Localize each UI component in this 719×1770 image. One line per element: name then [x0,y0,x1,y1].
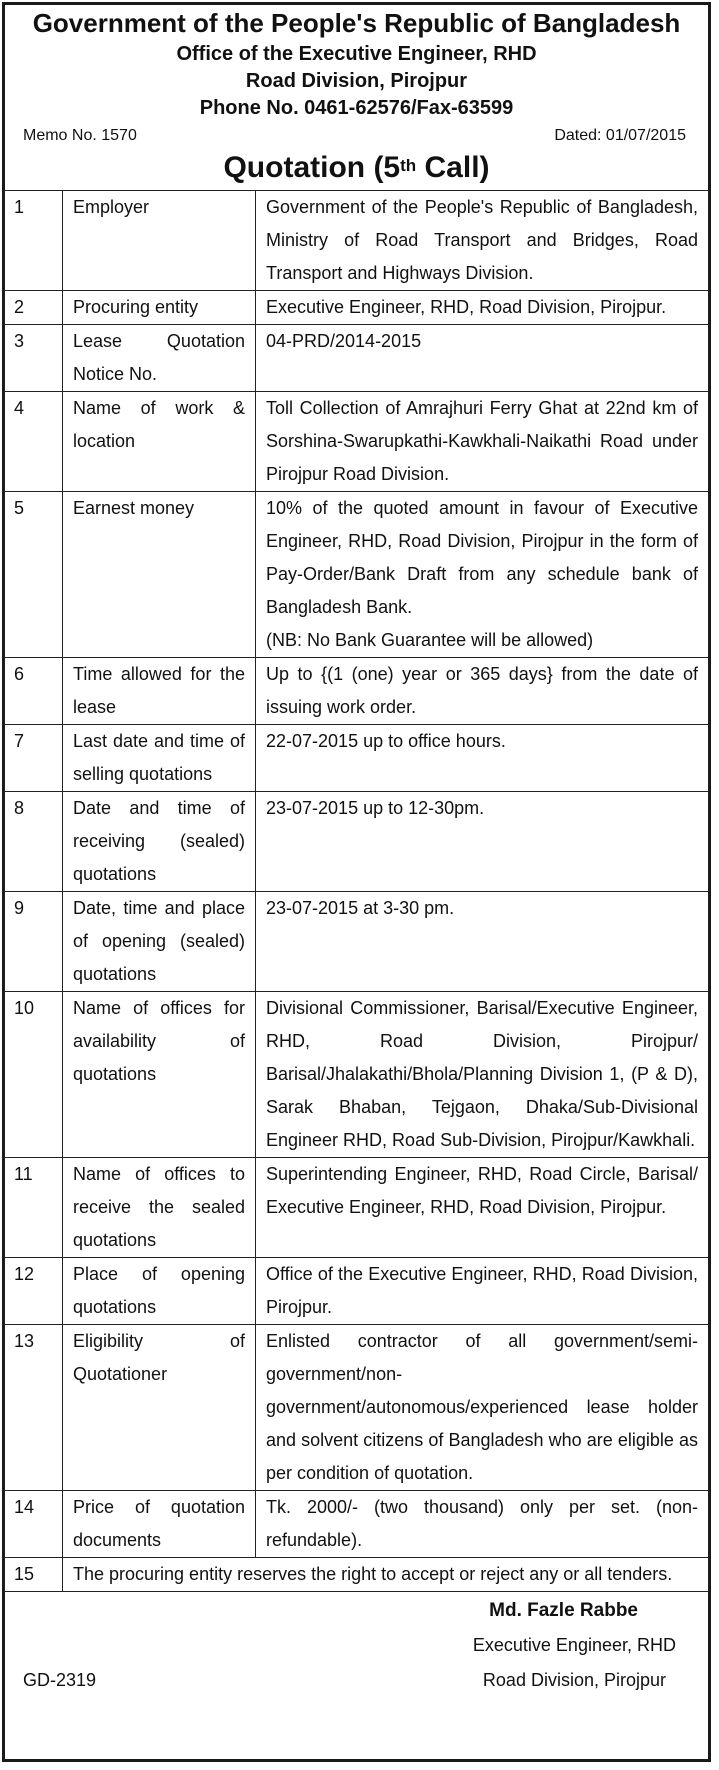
row-number: 7 [5,725,63,792]
row-value-text: Toll Collection of Amrajhuri Ferry Ghat at 22nd km of Sorshina-Swarupkathi-Kawkhali-Naikathi Road under Pirojpur Road Division. [266,398,698,484]
row-value-text: Superintending Engineer, RHD, Road Circle, Barisal/ Executive Engineer, RHD, Road Division, Pirojpur. [266,1164,698,1217]
row-label: Time allowed for the lease [63,658,256,725]
table-row [5,492,709,658]
row-label: Name of offices for availability of quotations [63,992,256,1158]
row-number: 11 [5,1158,63,1258]
row-value [256,1158,709,1258]
row-value [256,392,709,492]
memo-date: Dated: 01/07/2015 [554,127,686,144]
row-value-text: 23-07-2015 up to 12-30pm. [266,798,485,818]
row-label: Procuring entity [63,291,256,325]
row-value-text: Office of the Executive Engineer, RHD, Road Division, Pirojpur. [266,1264,698,1317]
phone-heading: Phone No. 0461-62576/Fax-63599 [199,97,514,119]
table-row [5,1491,709,1558]
row-label: Date and time of receiving (sealed) quotations [63,792,256,892]
row-value [256,325,709,392]
signatory-designation: Executive Engineer, RHD [472,1635,676,1655]
table-row [5,1258,709,1325]
table-row [5,1158,709,1258]
notice-title: Quotation (5th Call) [223,151,490,184]
row-value-text: Tk. 2000/- (two thousand) only per set. (non-refundable). [266,1497,698,1550]
row-value [256,658,709,725]
table-row [5,658,709,725]
row-number: 5 [5,492,63,658]
quotation-notice [2,2,711,1762]
table-row [5,892,709,992]
row-note: (NB: No Bank Guarantee will be allowed) [266,630,594,650]
table-row [5,1558,709,1592]
row-number: 9 [5,892,63,992]
row-label: Eligibility of Quotationer [63,1325,256,1491]
table-row [5,392,709,492]
table-row [5,191,709,291]
row-number: 4 [5,392,63,492]
row-number: 3 [5,325,63,392]
row-value-text: Executive Engineer, RHD, Road Division, Pirojpur. [266,297,667,317]
row-number: 2 [5,291,63,325]
row-label: Lease Quotation Notice No. [63,325,256,392]
table-row [5,792,709,892]
row-label: Place of opening quotations [63,1258,256,1325]
row-number: 10 [5,992,63,1158]
row-value [256,1491,709,1558]
signatory-name: Md. Fazle Rabbe [489,1600,638,1621]
office-heading: Office of the Executive Engineer, RHD [176,43,537,65]
table-row [5,1325,709,1491]
row-label: Employer [63,191,256,291]
row-number: 14 [5,1491,63,1558]
row-value-text: 04-PRD/2014-2015 [266,331,422,351]
row-number: 1 [5,191,63,291]
row-value-text: 22-07-2015 up to office hours. [266,731,506,751]
row-value [256,1325,709,1491]
row-value-text: Divisional Commissioner, Barisal/Executive Engineer, RHD, Road Division, Pirojpur/ Barisal/Jhalakathi/Bhola/Planning Division 1, (P & D), Sarak Bhaban, Tejgaon, Dhaka/Sub-Divisional Engineer RHD, Road Sub-Division, Pirojpur/Kawkhali. [266,998,698,1150]
row-number: 13 [5,1325,63,1491]
row-number: 6 [5,658,63,725]
row-value-text: Government of the People's Republic of Bangladesh, Ministry of Road Transport and Bridges, Road Transport and Highways Division. [266,197,698,283]
row-label: Price of quotation documents [63,1491,256,1558]
memo-row [5,125,708,149]
row-label: Name of work & location [63,392,256,492]
row-value-text: Enlisted contractor of all government/semi-government/non-government/autonomous/experienced lease holder and solvent citizens of Bangladesh who are eligible as per condition of quotation. [266,1331,698,1483]
signature-block [5,1592,708,1742]
row-number: 12 [5,1258,63,1325]
row-label: Name of offices to receive the sealed quotations [63,1158,256,1258]
memo-number: Memo No. 1570 [23,127,137,144]
row-value [256,191,709,291]
row-value [256,725,709,792]
row-value [256,992,709,1158]
row-value [256,1258,709,1325]
table-row [5,992,709,1158]
table-row [5,291,709,325]
row-value [256,892,709,992]
row-value-text: 23-07-2015 at 3-30 pm. [266,898,455,918]
division-heading: Road Division, Pirojpur [245,70,468,92]
row-number: 8 [5,792,63,892]
table-row [5,325,709,392]
quotation-table [4,190,709,1592]
signatory-office: Road Division, Pirojpur [482,1670,666,1690]
row-label: Earnest money [63,492,256,658]
row-value-text: Up to {(1 (one) year or 365 days} from the date of issuing work order. [266,664,698,717]
gd-number: GD-2319 [23,1670,97,1690]
row-label: Date, time and place of opening (sealed) quotations [63,892,256,992]
reservation-clause: The procuring entity reserves the right to accept or reject any or all tenders. [63,1558,709,1592]
row-value [256,792,709,892]
govt-heading: Government of the People's Republic of Bangladesh [32,8,681,38]
row-number: 15 [5,1558,63,1592]
row-label: Last date and time of selling quotations [63,725,256,792]
row-value-text: 10% of the quoted amount in favour of Executive Engineer, RHD, Road Division, Pirojpur in the form of Pay-Order/Bank Draft from any schedule bank of Bangladesh Bank. [266,498,698,617]
table-row [5,725,709,792]
row-value [256,291,709,325]
row-value [256,492,709,658]
